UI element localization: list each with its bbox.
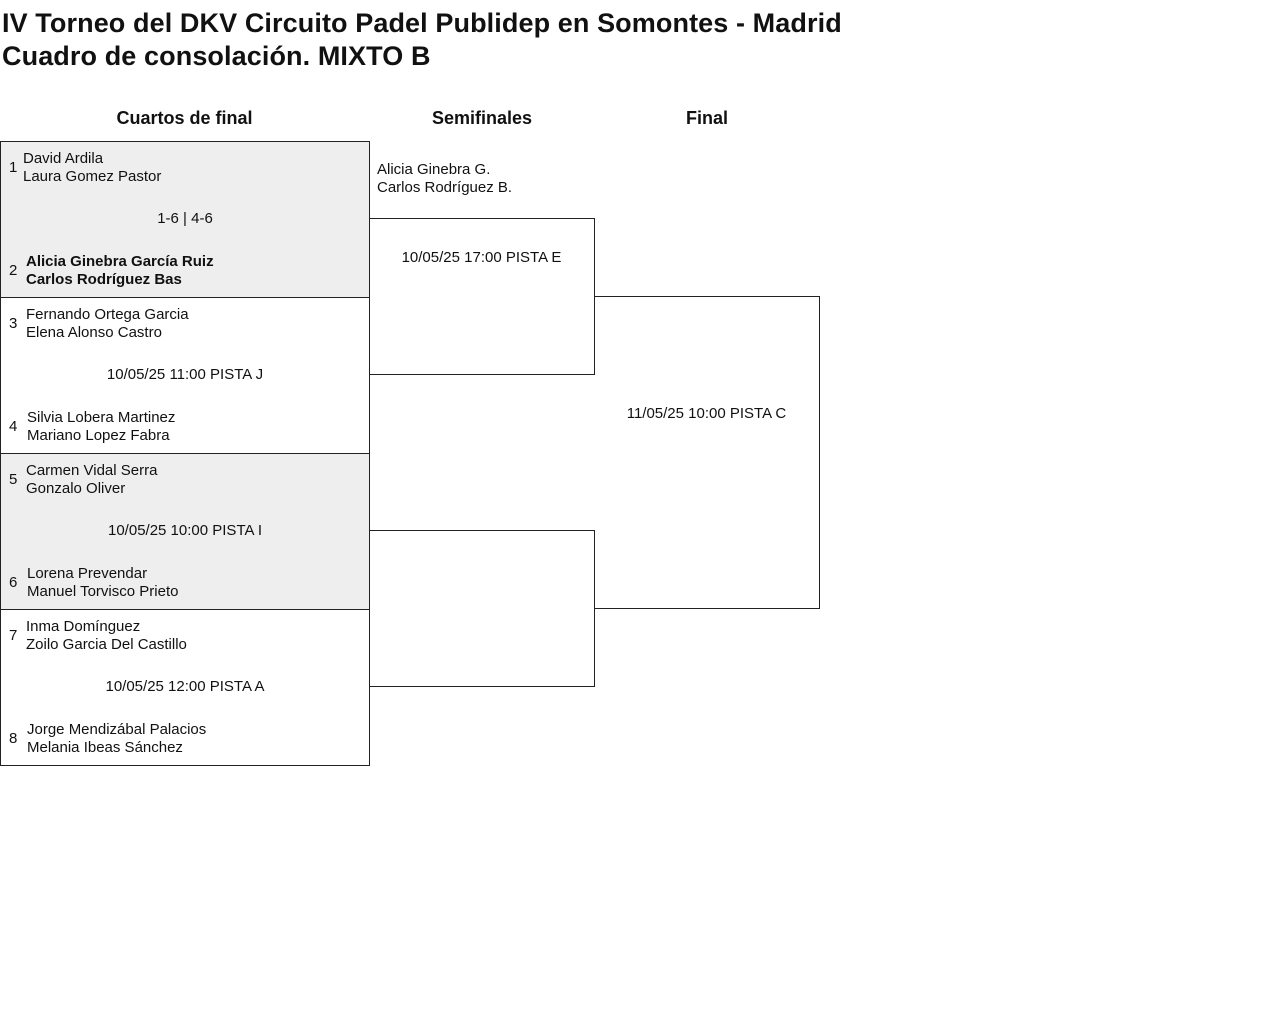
quarterfinal-match-2[interactable]: [0, 297, 370, 454]
seed-number: 7: [9, 627, 18, 644]
player-name: Jorge Mendizábal Palacios: [27, 721, 207, 738]
round-header-final: Final: [685, 108, 728, 128]
player-name: Inma Domínguez: [26, 618, 141, 635]
tournament-title: IV Torneo del DKV Circuito Padel Publidep en Somontes - Madrid: [2, 8, 842, 38]
seed-number: 3: [9, 315, 18, 332]
seed-number: 8: [9, 730, 18, 747]
match-schedule: 10/05/25 17:00 PISTA E: [401, 249, 562, 266]
team-top[interactable]: [26, 306, 189, 342]
team-bottom-winner[interactable]: [26, 253, 214, 289]
player-name: Alicia Ginebra García Ruiz: [26, 253, 214, 270]
match-schedule: 10/05/25 10:00 PISTA I: [108, 522, 262, 539]
seed-number: 6: [9, 574, 18, 591]
team-top[interactable]: [26, 462, 157, 498]
draw-subtitle: Cuadro de consolación. MIXTO B: [2, 41, 431, 71]
player-name: Elena Alonso Castro: [26, 324, 162, 341]
seed-number: 1: [9, 159, 18, 176]
quarterfinal-match-1[interactable]: [0, 141, 370, 298]
player-name: Laura Gomez Pastor: [23, 168, 162, 185]
team-bottom[interactable]: [27, 721, 206, 757]
final-match[interactable]: [594, 296, 820, 609]
quarterfinal-match-3[interactable]: [0, 453, 370, 610]
round-header-semifinals: Semifinales: [431, 108, 533, 128]
player-name: Melania Ibeas Sánchez: [27, 739, 183, 756]
player-name: Silvia Lobera Martinez: [27, 409, 176, 426]
player-name: Mariano Lopez Fabra: [27, 427, 170, 444]
semifinal-match-1[interactable]: [369, 218, 595, 375]
quarterfinal-match-4[interactable]: [0, 609, 370, 766]
match-schedule: 10/05/25 11:00 PISTA J: [106, 366, 264, 383]
player-name: Alicia Ginebra G.: [377, 161, 491, 178]
player-name: Lorena Prevendar: [27, 565, 148, 582]
match-schedule: 10/05/25 12:00 PISTA A: [105, 678, 265, 695]
player-name: Fernando Ortega Garcia: [26, 306, 189, 323]
seed-number: 2: [9, 262, 18, 279]
seed-number: 5: [9, 471, 18, 488]
team-top[interactable]: [23, 150, 161, 186]
player-name: Carmen Vidal Serra: [26, 462, 158, 479]
match-score: 1-6 | 4-6: [157, 210, 213, 227]
player-name: Manuel Torvisco Prieto: [27, 583, 179, 600]
round-header-quarterfinals: Cuartos de final: [116, 108, 253, 128]
team-bottom[interactable]: [27, 565, 178, 601]
player-name: David Ardila: [23, 150, 104, 167]
semifinal-advanced-team[interactable]: [377, 161, 512, 197]
player-name: Zoilo Garcia Del Castillo: [26, 636, 187, 653]
team-top[interactable]: [26, 618, 187, 654]
player-name: Gonzalo Oliver: [26, 480, 126, 497]
player-name: Carlos Rodríguez B.: [377, 179, 513, 196]
match-schedule: 11/05/25 10:00 PISTA C: [626, 405, 787, 422]
player-name: Carlos Rodríguez Bas: [26, 271, 182, 288]
semifinal-match-2[interactable]: [369, 530, 595, 687]
team-bottom[interactable]: [27, 409, 175, 445]
seed-number: 4: [9, 418, 18, 435]
